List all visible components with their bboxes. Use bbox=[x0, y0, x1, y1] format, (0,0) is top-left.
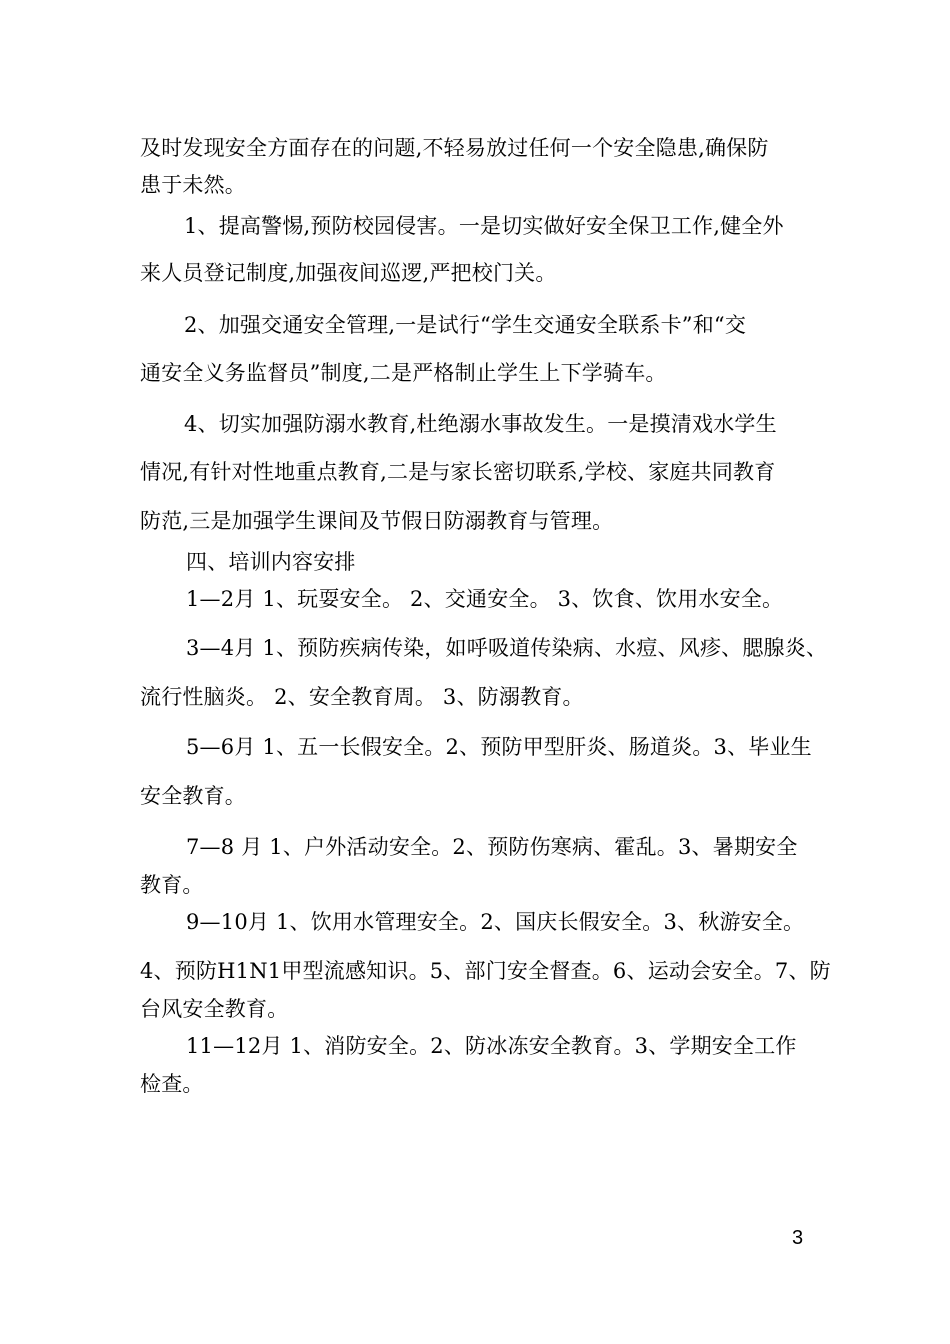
text-line-9: 防范,三是加强学生课间及节假日防溺教育与管理。 bbox=[140, 509, 614, 533]
text-line-4: 来人员登记制度,加强夜间巡逻,严把校门关。 bbox=[140, 261, 557, 285]
text-line-13: 流行性脑炎。 2、安全教育周。 3、防溺教育。 bbox=[140, 685, 584, 709]
text-line-7: 4、切实加强防溺水教育,杜绝溺水事故发生。一是摸清戏水学生 bbox=[184, 412, 777, 436]
text-line-5: 2、加强交通安全管理,一是试行“学生交通安全联系卡”和“交 bbox=[184, 313, 747, 337]
section-heading: 四、培训内容安排 bbox=[186, 550, 356, 574]
text-line-2: 患于未然。 bbox=[140, 173, 246, 197]
text-line-3: 1、提高警惕,预防校园侵害。一是切实做好安全保卫工作,健全外 bbox=[184, 214, 784, 238]
text-line-6: 通安全义务监督员”制度,二是严格制止学生上下学骑车。 bbox=[140, 361, 667, 385]
text-line-19: 4、预防H1N1甲型流感知识。5、部门安全督查。6、运动会安全。7、防 bbox=[140, 959, 831, 983]
schedule-jan-feb: 1—2月 1、玩耍安全。 2、交通安全。 3、饮食、饮用水安全。 bbox=[186, 587, 784, 611]
schedule-nov-dec: 11—12月 1、消防安全。2、防冰冻安全教育。3、学期安全工作 bbox=[186, 1034, 797, 1058]
text-line-15: 安全教育。 bbox=[140, 784, 246, 808]
text-line-1: 及时发现安全方面存在的问题,不轻易放过任何一个安全隐患,确保防 bbox=[140, 136, 769, 160]
text-line-22: 检查。 bbox=[140, 1072, 204, 1096]
schedule-sep-oct: 9—10月 1、饮用水管理安全。2、国庆长假安全。3、秋游安全。 bbox=[186, 910, 805, 934]
text-line-20: 台风安全教育。 bbox=[140, 997, 289, 1021]
schedule-may-jun: 5—6月 1、五一长假安全。2、预防甲型肝炎、肠道炎。3、毕业生 bbox=[186, 735, 812, 759]
text-line-17: 教育。 bbox=[140, 873, 204, 897]
page-number: 3 bbox=[792, 1227, 804, 1249]
schedule-jul-aug: 7—8 月 1、户外活动安全。2、预防伤寒病、霍乱。3、暑期安全 bbox=[186, 835, 798, 859]
schedule-mar-apr: 3—4月 1、预防疾病传染，如呼吸道传染病、水痘、风疹、腮腺炎、 bbox=[186, 636, 828, 660]
text-line-8: 情况,有针对性地重点教育,二是与家长密切联系,学校、家庭共同教育 bbox=[140, 460, 776, 484]
